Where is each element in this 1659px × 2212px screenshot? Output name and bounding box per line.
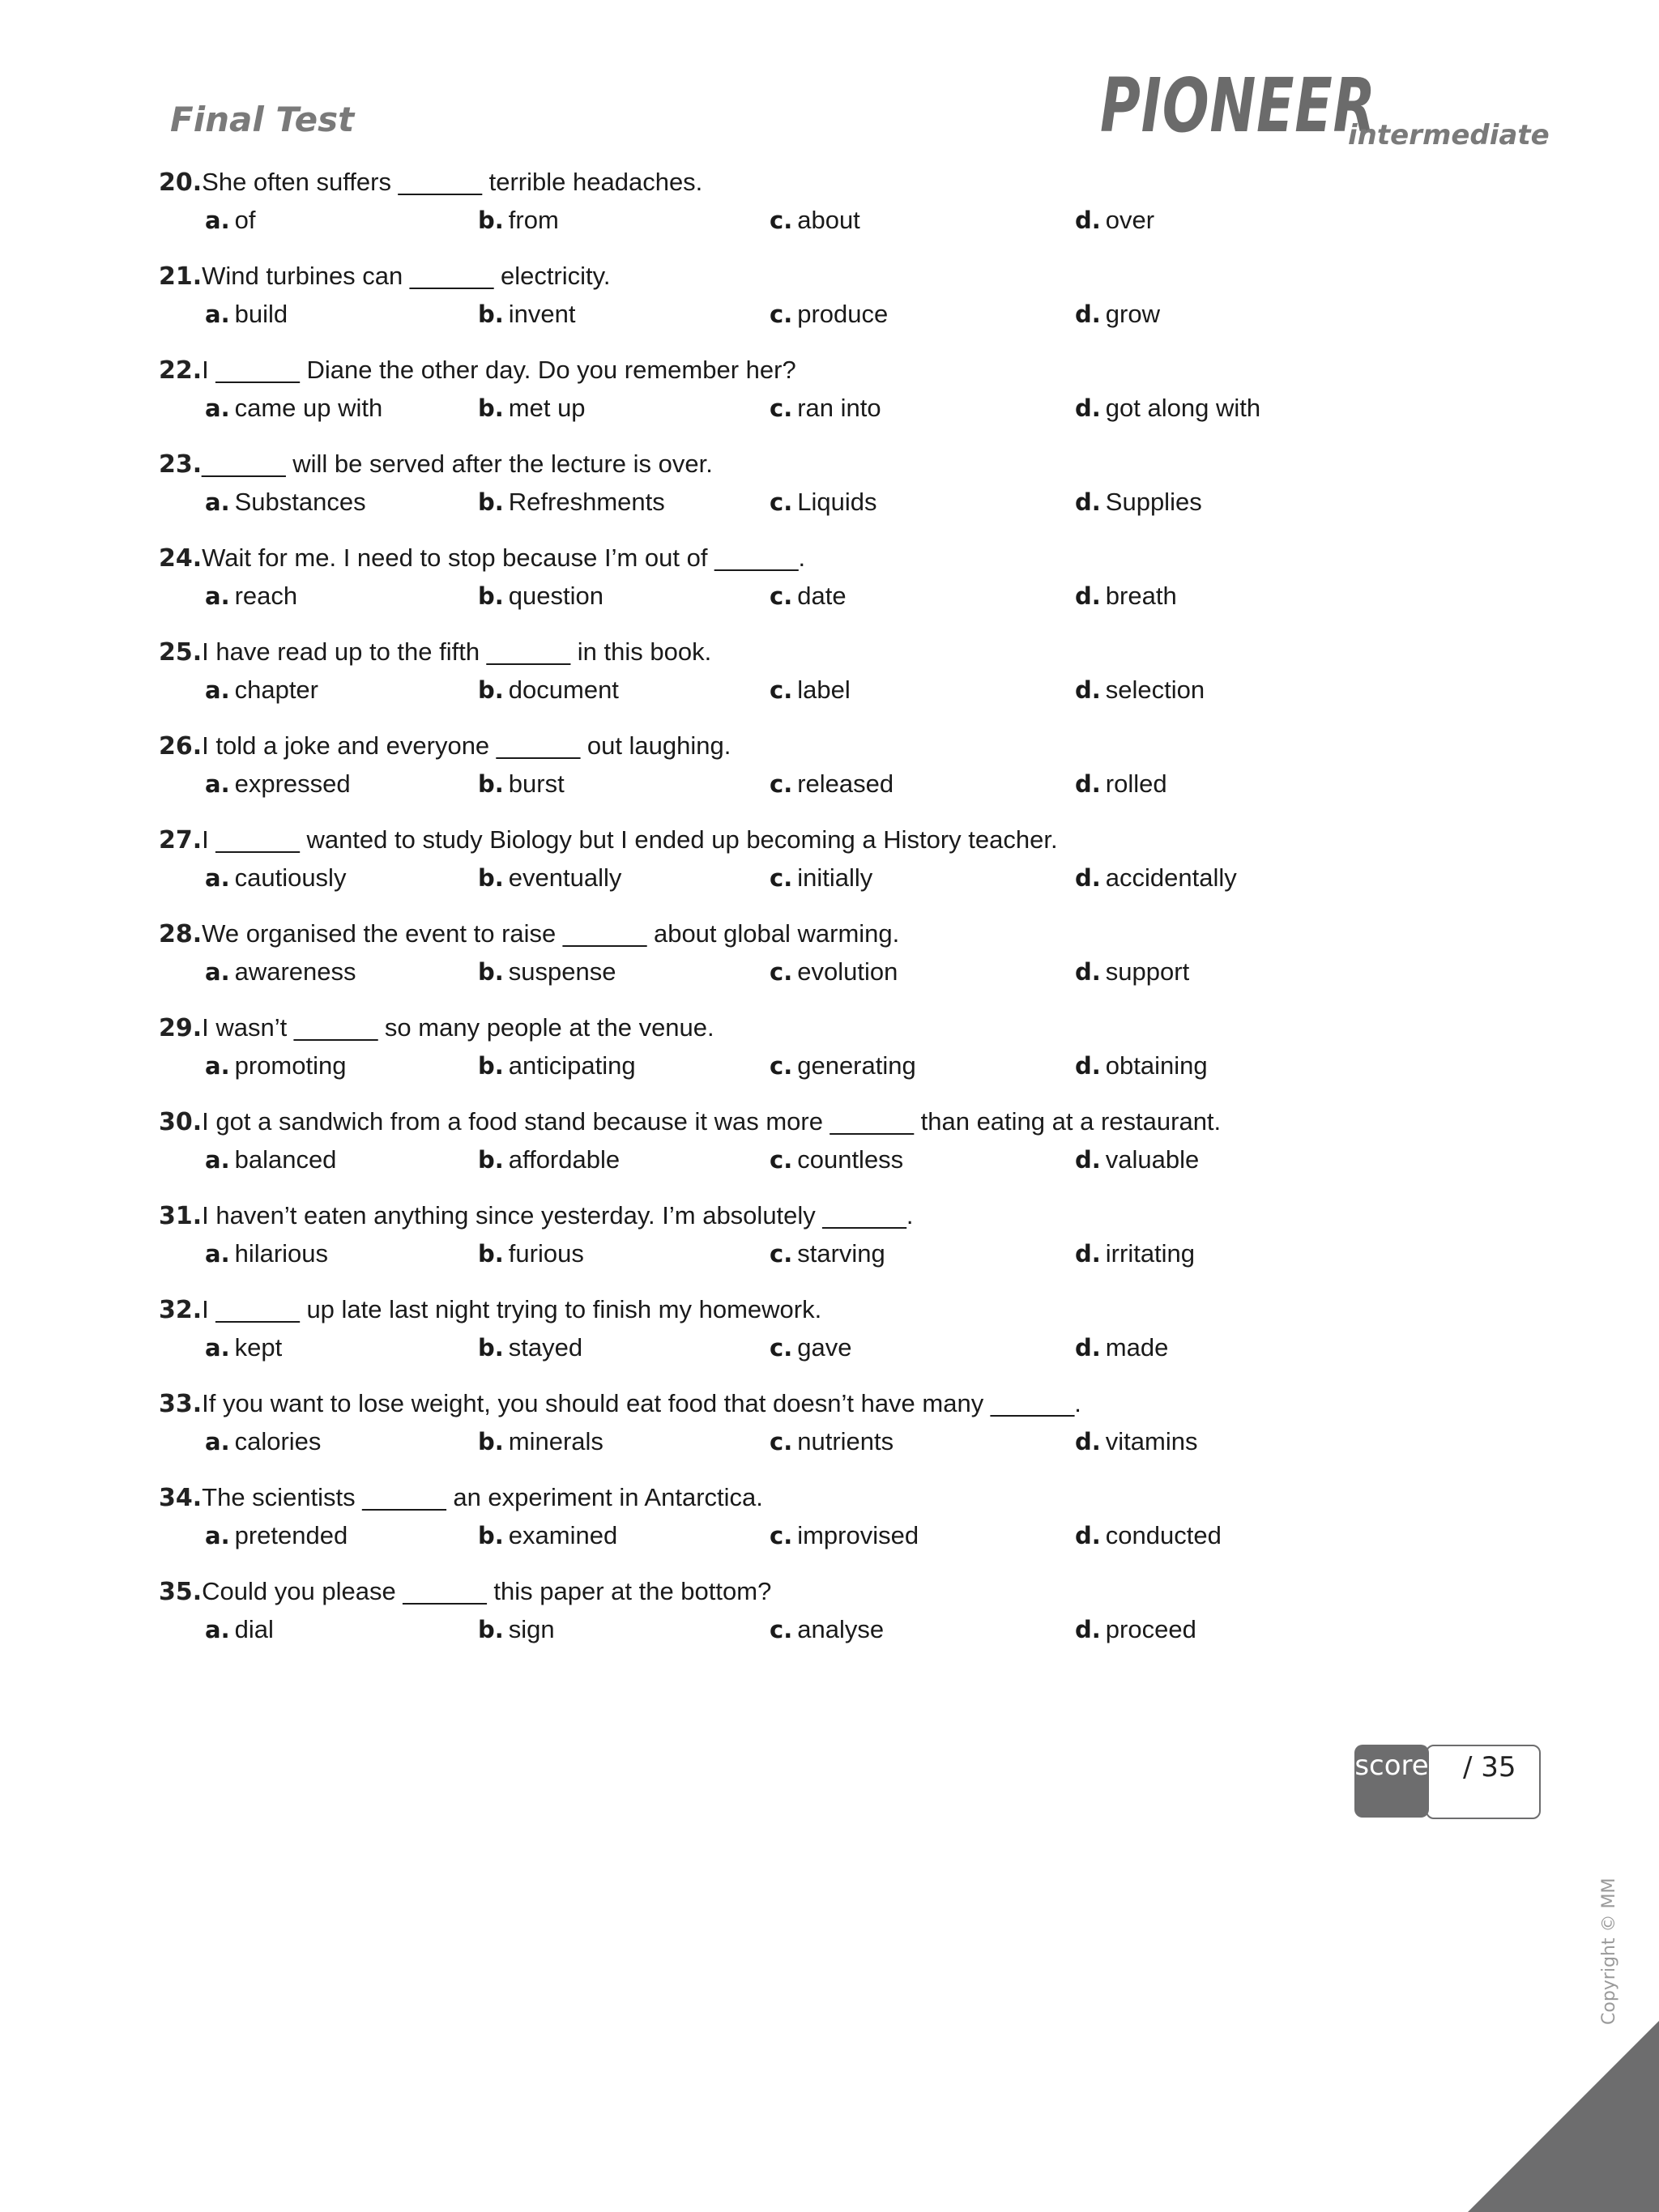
option-a[interactable] (205, 1141, 336, 1178)
question-number: 31. (159, 1202, 203, 1230)
option-b[interactable] (478, 1517, 617, 1554)
option-text: support (1105, 957, 1190, 986)
question-number: 34. (159, 1484, 203, 1512)
option-letter: c. (770, 1146, 793, 1174)
option-letter: d. (1075, 1240, 1101, 1268)
option-b[interactable] (478, 1611, 555, 1648)
options (159, 671, 1520, 710)
options (159, 1329, 1520, 1368)
option-b[interactable] (478, 578, 603, 615)
option-letter: c. (770, 958, 793, 986)
option-d[interactable] (1075, 484, 1202, 521)
option-a[interactable] (205, 390, 382, 427)
option-b[interactable] (478, 1235, 584, 1272)
option-letter: b. (478, 958, 504, 986)
option-c[interactable] (770, 1423, 893, 1460)
question-stem (159, 258, 1520, 296)
option-d[interactable] (1075, 1235, 1195, 1272)
option-text: conducted (1105, 1521, 1222, 1549)
option-d[interactable] (1075, 1141, 1199, 1178)
option-letter: d. (1075, 1146, 1101, 1174)
option-letter: a. (205, 770, 230, 798)
option-a[interactable] (205, 765, 351, 803)
question-text: She often suffers ______ terrible headaches. (202, 168, 703, 196)
options (159, 296, 1520, 335)
option-text: kept (234, 1333, 283, 1362)
question-28 (159, 915, 1520, 1009)
question-number: 29. (159, 1014, 203, 1042)
option-a[interactable] (205, 1611, 274, 1648)
question-list (159, 164, 1520, 1667)
option-text: evolution (797, 957, 898, 986)
question-33 (159, 1385, 1520, 1479)
option-c[interactable] (770, 202, 860, 239)
option-letter: d. (1075, 676, 1101, 704)
option-letter: c. (770, 300, 793, 328)
question-stem (159, 1573, 1520, 1611)
option-text: awareness (234, 957, 356, 986)
option-d[interactable] (1075, 765, 1167, 803)
option-letter: d. (1075, 488, 1101, 516)
option-text: made (1105, 1333, 1169, 1362)
option-letter: b. (478, 864, 504, 892)
options (159, 202, 1520, 241)
option-text: met up (508, 394, 586, 422)
option-c[interactable] (770, 671, 851, 709)
option-letter: a. (205, 1052, 230, 1080)
option-text: promoting (234, 1051, 347, 1080)
option-text: burst (508, 769, 565, 798)
option-b[interactable] (478, 1423, 603, 1460)
option-b[interactable] (478, 1329, 582, 1366)
option-text: calories (234, 1427, 322, 1455)
question-23 (159, 445, 1520, 539)
option-text: rolled (1105, 769, 1167, 798)
option-b[interactable] (478, 1141, 620, 1178)
option-d[interactable] (1075, 1423, 1197, 1460)
option-text: sign (508, 1615, 555, 1643)
score-box (1354, 1745, 1539, 1818)
option-letter: d. (1075, 207, 1101, 234)
copyright-notice: Copyright © MM (1599, 1877, 1619, 2025)
option-text: from (508, 206, 559, 234)
option-b[interactable] (478, 484, 665, 521)
option-text: generating (797, 1051, 916, 1080)
option-text: accidentally (1105, 863, 1237, 892)
option-text: anticipating (508, 1051, 636, 1080)
option-letter: b. (478, 1428, 504, 1455)
option-d[interactable] (1075, 202, 1154, 239)
question-text: I got a sandwich from a food stand because it was more ______ than eating at a restaurant. (202, 1107, 1222, 1136)
option-b[interactable] (478, 296, 576, 333)
option-letter: a. (205, 676, 230, 704)
option-text: Liquids (797, 488, 877, 516)
option-c[interactable] (770, 1611, 884, 1648)
question-30 (159, 1103, 1520, 1197)
question-text: ______ will be served after the lecture is over. (202, 450, 713, 478)
option-letter: d. (1075, 1334, 1101, 1362)
question-text: I told a joke and everyone ______ out laughing. (202, 731, 731, 760)
option-c[interactable] (770, 1517, 919, 1554)
question-stem (159, 1479, 1520, 1517)
question-text: Wait for me. I need to stop because I’m out of ______. (202, 543, 806, 572)
option-text: of (234, 206, 256, 234)
score-label: score (1354, 1745, 1429, 1818)
option-c[interactable] (770, 578, 847, 615)
option-text: Refreshments (508, 488, 665, 516)
question-text: I wasn’t ______ so many people at the venue. (202, 1013, 714, 1042)
option-d[interactable] (1075, 953, 1189, 991)
option-a[interactable] (205, 296, 288, 333)
option-letter: d. (1075, 1428, 1101, 1455)
option-d[interactable] (1075, 1047, 1208, 1085)
option-letter: a. (205, 207, 230, 234)
option-letter: c. (770, 676, 793, 704)
option-text: label (797, 676, 851, 704)
option-text: dial (234, 1615, 274, 1643)
option-text: eventually (508, 863, 622, 892)
option-letter: b. (478, 582, 504, 610)
option-b[interactable] (478, 953, 616, 991)
question-text: I ______ up late last night trying to finish my homework. (202, 1295, 822, 1323)
question-stem (159, 1197, 1520, 1235)
options (159, 578, 1520, 616)
option-c[interactable] (770, 1329, 851, 1366)
question-number: 24. (159, 544, 203, 573)
test-title: Final Test (170, 100, 355, 139)
question-stem (159, 539, 1520, 578)
option-letter: d. (1075, 1522, 1101, 1549)
option-letter: c. (770, 394, 793, 422)
question-stem (159, 352, 1520, 390)
brand-logo: PIONEER (1100, 62, 1376, 149)
option-text: grow (1105, 300, 1160, 328)
question-32 (159, 1291, 1520, 1385)
question-20 (159, 164, 1520, 258)
question-21 (159, 258, 1520, 352)
option-text: pretended (234, 1521, 348, 1549)
option-b[interactable] (478, 671, 619, 709)
option-c[interactable] (770, 1047, 916, 1085)
option-b[interactable] (478, 390, 586, 427)
option-letter: d. (1075, 582, 1101, 610)
option-text: question (508, 582, 603, 610)
option-d[interactable] (1075, 296, 1160, 333)
question-number: 27. (159, 826, 203, 855)
option-text: expressed (234, 769, 351, 798)
option-b[interactable] (478, 859, 621, 897)
option-text: cautiously (234, 863, 347, 892)
option-letter: c. (770, 1052, 793, 1080)
option-letter: a. (205, 1522, 230, 1549)
option-a[interactable] (205, 859, 346, 897)
option-text: gave (797, 1333, 852, 1362)
option-letter: b. (478, 1052, 504, 1080)
score-total: / 35 (1463, 1751, 1516, 1784)
question-35 (159, 1573, 1520, 1667)
option-text: about (797, 206, 860, 234)
question-text: I have read up to the fifth ______ in this book. (202, 637, 712, 666)
option-a[interactable] (205, 1235, 328, 1272)
options (159, 859, 1520, 898)
question-34 (159, 1479, 1520, 1573)
option-letter: c. (770, 864, 793, 892)
option-text: Substances (234, 488, 366, 516)
option-text: ran into (797, 394, 881, 422)
option-c[interactable] (770, 1141, 903, 1178)
option-letter: a. (205, 864, 230, 892)
option-text: minerals (508, 1427, 603, 1455)
option-text: starving (797, 1239, 885, 1268)
option-letter: d. (1075, 864, 1101, 892)
option-c[interactable] (770, 390, 881, 427)
option-text: got along with (1105, 394, 1261, 422)
option-letter: d. (1075, 1052, 1101, 1080)
option-letter: a. (205, 582, 230, 610)
question-stem (159, 164, 1520, 202)
question-number: 28. (159, 920, 203, 948)
option-text: selection (1105, 676, 1205, 704)
question-31 (159, 1197, 1520, 1291)
options (159, 1141, 1520, 1180)
option-letter: a. (205, 1240, 230, 1268)
option-letter: d. (1075, 770, 1101, 798)
option-text: build (234, 300, 288, 328)
option-text: vitamins (1105, 1427, 1198, 1455)
question-text: If you want to lose weight, you should eat food that doesn’t have many ______. (202, 1389, 1081, 1417)
question-number: 23. (159, 450, 203, 479)
option-letter: d. (1075, 300, 1101, 328)
option-text: produce (797, 300, 889, 328)
option-text: breath (1105, 582, 1177, 610)
option-a[interactable] (205, 1517, 348, 1554)
brand-level: intermediate (1348, 119, 1550, 151)
question-text: I haven’t eaten anything since yesterday. I’m absolutely ______. (202, 1201, 914, 1230)
question-number: 35. (159, 1578, 203, 1606)
options (159, 1517, 1520, 1556)
question-22 (159, 352, 1520, 445)
options (159, 1235, 1520, 1274)
option-letter: c. (770, 582, 793, 610)
option-letter: d. (1075, 958, 1101, 986)
question-stem (159, 633, 1520, 671)
option-c[interactable] (770, 765, 893, 803)
option-letter: c. (770, 488, 793, 516)
option-text: irritating (1105, 1239, 1196, 1268)
option-b[interactable] (478, 202, 559, 239)
option-letter: b. (478, 1616, 504, 1643)
option-text: suspense (508, 957, 616, 986)
question-stem (159, 1009, 1520, 1047)
option-c[interactable] (770, 859, 872, 897)
option-letter: a. (205, 300, 230, 328)
option-letter: a. (205, 488, 230, 516)
option-text: over (1105, 206, 1155, 234)
question-number: 20. (159, 168, 203, 197)
option-letter: c. (770, 1334, 793, 1362)
option-d[interactable] (1075, 859, 1237, 897)
option-letter: a. (205, 958, 230, 986)
question-27 (159, 821, 1520, 915)
options (159, 484, 1520, 522)
option-letter: c. (770, 1428, 793, 1455)
option-text: proceed (1105, 1615, 1196, 1643)
option-text: document (508, 676, 619, 704)
option-a[interactable] (205, 1047, 346, 1085)
option-letter: b. (478, 1334, 504, 1362)
options (159, 1611, 1520, 1650)
option-d[interactable] (1075, 390, 1260, 427)
option-letter: b. (478, 300, 504, 328)
options (159, 765, 1520, 804)
option-text: analyse (797, 1615, 885, 1643)
option-c[interactable] (770, 953, 898, 991)
question-stem (159, 915, 1520, 953)
option-letter: c. (770, 207, 793, 234)
question-26 (159, 727, 1520, 821)
option-d[interactable] (1075, 1517, 1222, 1554)
question-number: 25. (159, 638, 203, 667)
question-stem (159, 821, 1520, 859)
option-text: initially (797, 863, 873, 892)
question-text: I ______ Diane the other day. Do you remember her? (202, 356, 796, 384)
option-text: released (797, 769, 894, 798)
score-field[interactable] (1426, 1745, 1541, 1819)
option-letter: b. (478, 394, 504, 422)
question-24 (159, 539, 1520, 633)
question-stem (159, 445, 1520, 484)
option-letter: b. (478, 1522, 504, 1549)
question-stem (159, 1103, 1520, 1141)
option-a[interactable] (205, 578, 297, 615)
option-letter: a. (205, 394, 230, 422)
option-text: improvised (797, 1521, 919, 1549)
question-number: 26. (159, 732, 203, 761)
option-d[interactable] (1075, 578, 1177, 615)
option-letter: a. (205, 1428, 230, 1455)
options (159, 1047, 1520, 1086)
question-29 (159, 1009, 1520, 1103)
option-letter: b. (478, 1146, 504, 1174)
question-number: 33. (159, 1390, 203, 1418)
option-letter: b. (478, 770, 504, 798)
option-text: obtaining (1105, 1051, 1208, 1080)
option-text: came up with (234, 394, 383, 422)
option-a[interactable] (205, 1423, 321, 1460)
options (159, 1423, 1520, 1462)
option-text: nutrients (797, 1427, 894, 1455)
question-stem (159, 727, 1520, 765)
option-c[interactable] (770, 484, 876, 521)
option-letter: b. (478, 676, 504, 704)
option-d[interactable] (1075, 671, 1205, 709)
option-letter: d. (1075, 1616, 1101, 1643)
option-text: chapter (234, 676, 318, 704)
option-letter: b. (478, 1240, 504, 1268)
option-text: balanced (234, 1145, 337, 1174)
option-a[interactable] (205, 671, 318, 709)
option-text: reach (234, 582, 298, 610)
option-b[interactable] (478, 765, 565, 803)
option-letter: a. (205, 1616, 230, 1643)
options (159, 390, 1520, 428)
option-letter: c. (770, 1522, 793, 1549)
question-number: 22. (159, 356, 203, 385)
question-number: 32. (159, 1296, 203, 1324)
question-stem (159, 1291, 1520, 1329)
option-a[interactable] (205, 202, 255, 239)
option-letter: b. (478, 488, 504, 516)
option-text: invent (508, 300, 576, 328)
option-a[interactable] (205, 953, 356, 991)
question-text: I ______ wanted to study Biology but I ended up becoming a History teacher. (202, 825, 1058, 854)
corner-triangle (1468, 2021, 1659, 2212)
option-letter: b. (478, 207, 504, 234)
option-letter: d. (1075, 394, 1101, 422)
option-a[interactable] (205, 1329, 282, 1366)
question-25 (159, 633, 1520, 727)
option-letter: a. (205, 1334, 230, 1362)
question-text: Could you please ______ this paper at the bottom? (202, 1577, 772, 1605)
option-text: stayed (508, 1333, 583, 1362)
option-d[interactable] (1075, 1329, 1168, 1366)
option-text: hilarious (234, 1239, 329, 1268)
option-letter: c. (770, 1616, 793, 1643)
option-c[interactable] (770, 296, 888, 333)
option-text: date (797, 582, 847, 610)
question-stem (159, 1385, 1520, 1423)
option-letter: c. (770, 1240, 793, 1268)
option-letter: c. (770, 770, 793, 798)
option-text: affordable (508, 1145, 621, 1174)
option-text: countless (797, 1145, 904, 1174)
question-text: The scientists ______ an experiment in Antarctica. (202, 1483, 763, 1511)
option-text: valuable (1105, 1145, 1200, 1174)
question-text: We organised the event to raise ______ about global warming. (202, 919, 900, 948)
option-a[interactable] (205, 484, 366, 521)
option-text: examined (508, 1521, 618, 1549)
question-number: 30. (159, 1108, 203, 1136)
option-letter: a. (205, 1146, 230, 1174)
question-number: 21. (159, 262, 203, 291)
option-d[interactable] (1075, 1611, 1196, 1648)
question-text: Wind turbines can ______ electricity. (202, 262, 611, 290)
option-text: furious (508, 1239, 584, 1268)
option-text: Supplies (1105, 488, 1202, 516)
corner-decoration (1468, 2021, 1659, 2212)
options (159, 953, 1520, 992)
option-c[interactable] (770, 1235, 885, 1272)
option-b[interactable] (478, 1047, 636, 1085)
